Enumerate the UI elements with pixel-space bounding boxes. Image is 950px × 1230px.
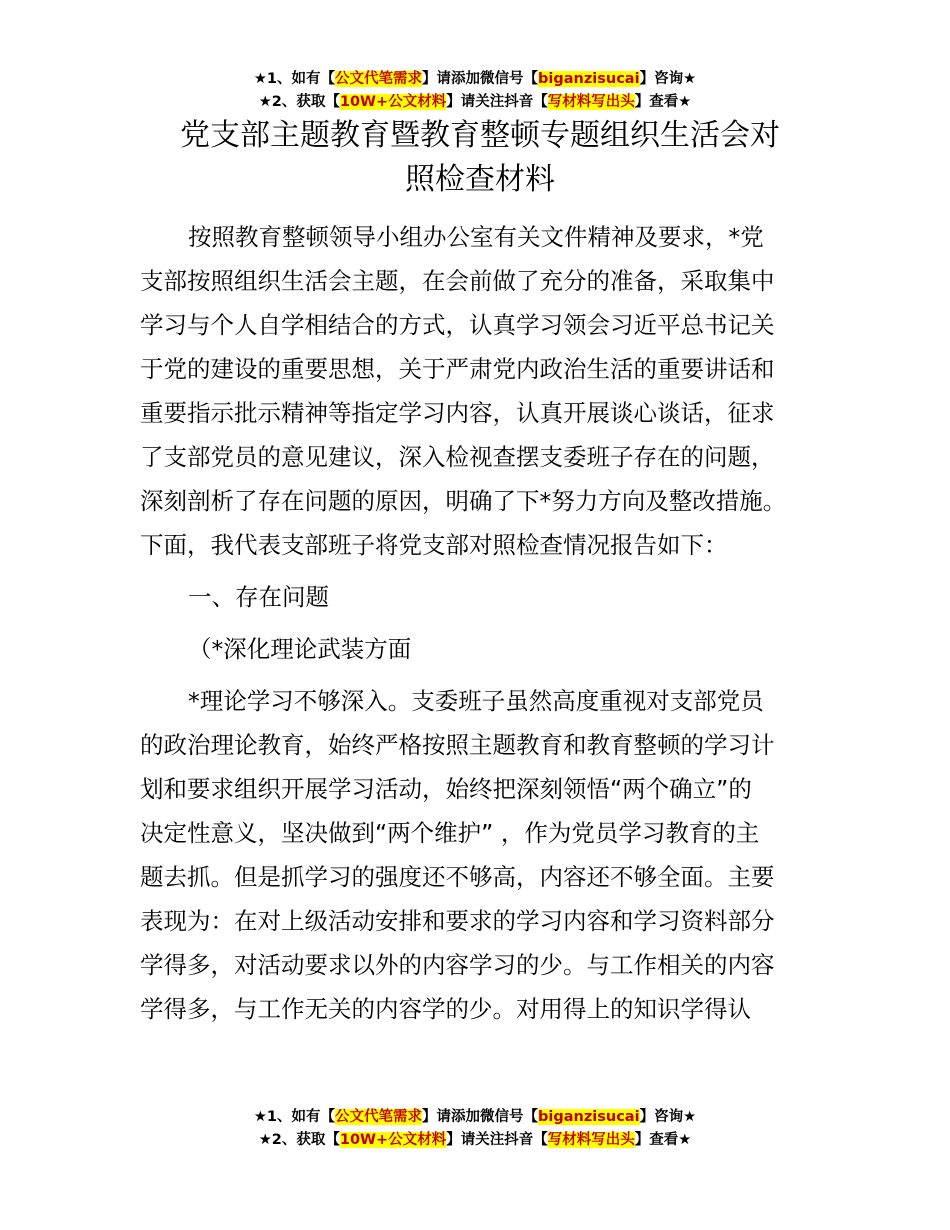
paragraph-line: *理论学习不够深入。支委班子虽然高度重视对支部党员 [188, 687, 764, 715]
document-body [140, 215, 840, 1031]
intro-line: 按照教育整顿领导小组办公室有关文件精神及要求，*党 [188, 223, 764, 251]
notice-text: 】查看★ [634, 94, 692, 110]
notice-text: 】咨询★ [639, 71, 697, 87]
title-line: 照检查材料 [405, 162, 555, 197]
highlight-wechat-id: biganzisucai [538, 1109, 640, 1125]
highlight-materials: 10W+公文材料 [339, 94, 447, 110]
notice-text: 】查看★ [634, 1132, 692, 1148]
intro-line: 支部按照组织生活会主题，在会前做了充分的准备，采取集中 [140, 267, 775, 295]
footer-notice [0, 1106, 950, 1152]
notice-line-1 [0, 1106, 950, 1129]
notice-text: 】请添加微信号【 [422, 71, 539, 87]
notice-line-1 [0, 68, 950, 91]
intro-line: 于党的建设的重要思想，关于严肃党内政治生活的重要讲话和 [140, 355, 775, 383]
intro-line: 学习与个人自学相结合的方式，认真学习领会习近平总书记关 [140, 311, 775, 339]
header-notice [0, 68, 950, 114]
paragraph-line: 决定性意义，坚决做到“两个维护” ，作为党员学习教育的主 [140, 819, 760, 847]
document-title [140, 114, 820, 202]
paragraph-line: 学得多，与工作无关的内容学的少。对用得上的知识学得认 [140, 995, 751, 1023]
highlight-service: 公文代笔需求 [335, 1109, 423, 1125]
notice-text: 】咨询★ [639, 1109, 697, 1125]
highlight-wechat-id: biganzisucai [538, 71, 640, 87]
paragraph-line: 学得多，对活动要求以外的内容学习的少。与工作相关的内容 [140, 951, 775, 979]
notice-text: ★2、获取【 [258, 94, 340, 110]
intro-line: 下面，我代表支部班子将党支部对照检查情况报告如下： [140, 531, 728, 559]
notice-text: ★1、如有【 [253, 71, 336, 87]
notice-text: 】请关注抖音【 [446, 1132, 548, 1148]
highlight-douyin: 写材料写出头 [547, 94, 635, 110]
paragraph-line: 表现为：在对上级活动安排和要求的学习内容和学习资料部分 [140, 907, 775, 935]
subsection-heading: （*深化理论武装方面 [188, 635, 412, 663]
intro-line: 了支部党员的意见建议，深入检视查摆支委班子存在的问题， [140, 443, 775, 471]
highlight-materials: 10W+公文材料 [339, 1132, 447, 1148]
notice-text: 】请添加微信号【 [422, 1109, 539, 1125]
notice-text: 】请关注抖音【 [446, 94, 548, 110]
notice-text: ★1、如有【 [253, 1109, 336, 1125]
notice-text: ★2、获取【 [258, 1132, 340, 1148]
title-line: 党支部主题教育暨教育整顿专题组织生活会对 [180, 118, 780, 153]
intro-line: 深刻剖析了存在问题的原因，明确了下*努力方向及整改措施。 [140, 487, 787, 515]
paragraph-line: 划和要求组织开展学习活动，始终把深刻领悟“两个确立”的 [140, 775, 752, 803]
intro-line: 重要指示批示精神等指定学习内容，认真开展谈心谈话，征求 [140, 399, 775, 427]
highlight-service: 公文代笔需求 [335, 71, 423, 87]
section-heading: 一、存在问题 [188, 583, 329, 611]
notice-line-2 [0, 91, 950, 114]
notice-line-2 [0, 1129, 950, 1152]
highlight-douyin: 写材料写出头 [547, 1132, 635, 1148]
paragraph-line: 的政治理论教育，始终严格按照主题教育和教育整顿的学习计 [140, 731, 775, 759]
paragraph-line: 题去抓。但是抓学习的强度还不够高，内容还不够全面。主要 [140, 863, 775, 891]
